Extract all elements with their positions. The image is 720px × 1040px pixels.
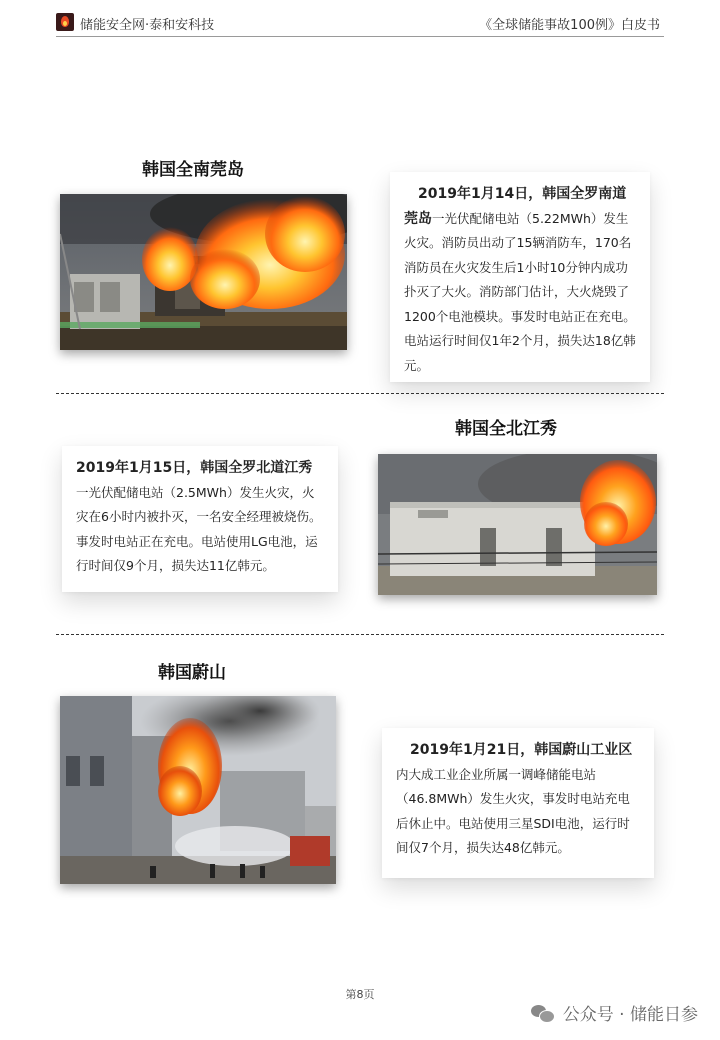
burning-container-image (60, 194, 347, 350)
header-right-text: 《全球储能事故100例》白皮书 (479, 18, 660, 33)
burning-building-image (378, 454, 657, 595)
incident-2-photo (378, 454, 657, 595)
section-divider (56, 634, 664, 635)
watermark-text: 公众号 · 储能日参 (562, 1005, 698, 1025)
incident-1-lead: 2019年1月14日，韩国全罗南道莞岛 (404, 186, 627, 227)
incident-1-photo (60, 194, 347, 350)
watermark (531, 1000, 698, 1025)
firefighting-scene-image (60, 696, 336, 884)
flame-logo-icon (56, 13, 74, 31)
incident-2-body: 一光伏配储电站（2.5MWh）发生火灾，火灾在6小时内被扑灭，一名安全经理被烧伤。事发时电站正在充电。电站使用LG电池，运行时间仅9个月，损失达11亿韩元。 (76, 484, 322, 573)
section-divider (56, 393, 664, 394)
incident-1-card (390, 172, 650, 382)
incident-3-photo (60, 696, 336, 884)
incident-1-title: 韩国全南莞岛 (142, 160, 244, 180)
wechat-icon (531, 1003, 555, 1023)
incident-2-card (62, 446, 338, 592)
incident-3-body: 内大成工业企业所属一调峰储能电站（46.8MWh）发生火灾，事发时电站充电后休止中。电站使用三星SDI电池，运行时间仅7个月，损失达48亿韩元。 (396, 766, 630, 855)
incident-2-lead: 2019年1月15日，韩国全罗北道江秀 (76, 460, 313, 476)
incident-3-title: 韩国蔚山 (158, 663, 226, 683)
incident-1-body: 一光伏配储电站（5.22MWh）发生火灾。消防员出动了15辆消防车，170名消防员在火灾发生后1小时10分钟内成功扑灭了大火。消防部门估计，大火烧毁了1200个电池模块。事发时电站正在充电。电站运行时间仅1年2个月，损失达18亿韩元。 (404, 210, 636, 373)
incident-3-card (382, 728, 654, 878)
header-left-text: 储能安全网·泰和安科技 (80, 18, 215, 33)
page-header (56, 8, 664, 37)
incident-2-title: 韩国全北江秀 (455, 419, 557, 439)
page-number: 第8页 (345, 988, 375, 1001)
incident-3-lead: 2019年1月21日，韩国蔚山工业区 (410, 742, 633, 758)
